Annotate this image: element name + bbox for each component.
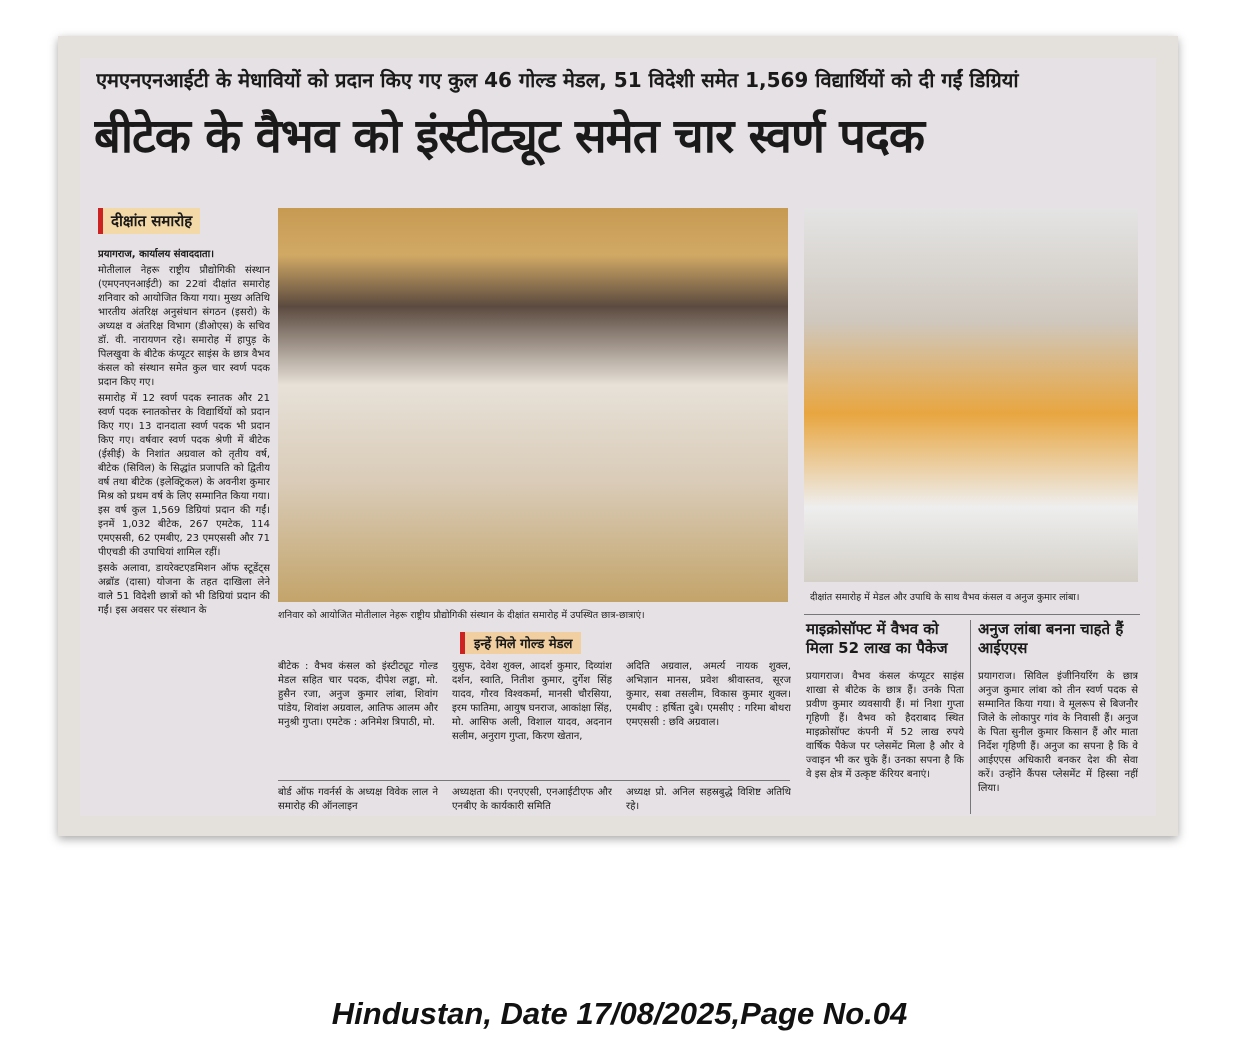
section-tag: दीक्षांत समारोह [98, 208, 200, 234]
divider [970, 620, 971, 814]
side-story-2-body: प्रयागराज। सिविल इंजीनियरिंग के छात्र अनुज कुमार लांबा को तीन स्वर्ण पदक से सम्मानित किया गया। वे मूलरूप से बिजनौर जिले के लोकापुर गांव के निवासी हैं। अनुज के पिता सुनील कुमार किसान हैं और माता निर्देश गृहिणी हैं। अनुज का सपना है कि वे आईएएस अधिकारी बनकर देश की सेवा करें। उन्होंने कैंपस प्लेसमेंट में हिस्सा नहीं लिया। [978, 671, 1138, 794]
convocation-crowd-photo [278, 208, 788, 602]
divider [278, 780, 790, 781]
photo1-caption: शनिवार को आयोजित मोतीलाल नेहरू राष्ट्रीय प्रौद्योगिकी संस्थान के दीक्षांत समारोह में उपस्थित छात्र-छात्राएं। [278, 610, 645, 621]
bottom-column-3: अध्यक्ष प्रो. अनिल सहस्रबुद्धे विशिष्ट अतिथि रहे। [626, 787, 791, 812]
byline: प्रयागराज, कार्यालय संवाददाता। [98, 249, 215, 260]
paragraph: इसके अलावा, डायरेक्टएडमिशन ऑफ स्टूडेंट्स अब्रॉड (दासा) योजना के तहत दाखिला लेने वाले 51 विदेशी छात्रों को भी डिग्रियां प्रदान की गईं। इस अवसर पर संस्थान के [98, 563, 270, 616]
gold-medal-tag: इन्हें मिले गोल्ड मेडल [460, 632, 581, 654]
clipping-frame [58, 36, 1178, 836]
paragraph: समारोह में 12 स्वर्ण पदक स्नातक और 21 स्वर्ण पदक स्नातकोत्तर के विद्यार्थियों को प्रदान किए गए। 13 दानदाता स्वर्ण पदक भी प्रदान किए गए। वर्षवार स्वर्ण पदक श्रेणी में बीटेक (ईसीई) के निशांत अग्रवाल को तृतीय वर्ष, बीटेक (सिविल) के सिद्धांत प्रजापति को द्वितीय वर्ष तथा बीटेक (इलेक्ट्रिकल) के अवनीश कुमार मिश्र को प्रथम वर्ष के लिए सम्मानित किया गया। इस वर्ष कुल 1,569 डिग्रियां प्रदान की गईं। इनमें 1,032 बीटेक, 267 एमटेक, 114 एमएससी, 62 एमबीए, 23 एमएससी और 71 पीएचडी की उपाधियां शामिल रहीं। [98, 393, 270, 558]
source-citation: Hindustan, Date 17/08/2025,Page No.04 [331, 996, 908, 1031]
newspaper-clipping [80, 58, 1156, 816]
kicker-line: एमएनएनआईटी के मेधावियों को प्रदान किए गए कुल 46 गोल्ड मेडल, 51 विदेशी समेत 1,569 विद्यार्थियों को दी गईं डिग्रियां [96, 68, 1019, 92]
gold-column-1: बीटेक : वैभव कंसल को इंस्टीट्यूट गोल्ड मेडल सहित चार पदक, दीपेश लड्ढा, मो. हुसैन रजा, अनुज कुमार लांबा, शिवांग पांडेय, शिवांश अग्रवाल, आतिफ आलम और मनुश्री गुप्ता। एमटेक : अनिमेश त्रिपाठी, मो. [278, 661, 438, 728]
body-column-1 [98, 248, 270, 814]
divider [804, 614, 1140, 615]
medal-winners-photo [804, 208, 1138, 582]
bottom-column-2: अध्यक्षता की। एनएएसी, एनआईटीएफ और एनबीए के कार्यकारी समिति [452, 787, 612, 812]
paragraph: मोतीलाल नेहरू राष्ट्रीय प्रौद्योगिकी संस्थान (एमएनएनआईटी) का 22वां दीक्षांत समारोह शनिवार को आयोजित किया गया। मुख्य अतिथि भारतीय अंतरिक्ष अनुसंधान संगठन (इसरो) के अध्यक्ष व अंतरिक्ष विभाग (डीओएस) के सचिव डॉ. वी. नारायणन रहे। समारोह में हापुड़ के पिलखुवा के बीटेक कंप्यूटर साइंस के छात्र वैभव कंसल को संस्थान समेत कुल चार स्वर्ण पदक प्रदान किए गए। [98, 265, 270, 388]
bottom-column-1: बोर्ड ऑफ गवर्नर्स के अध्यक्ष विवेक लाल ने समारोह की ऑनलाइन [278, 787, 438, 812]
photo2-caption: दीक्षांत समारोह में मेडल और उपाधि के साथ वैभव कंसल व अनुज कुमार लांबा। [810, 592, 1080, 603]
side-story-1-body: प्रयागराज। वैभव कंसल कंप्यूटर साइंस शाखा से बीटेक के छात्र हैं। उनके पिता प्रवीण कुमार व्यवसायी हैं। मां निशा गुप्ता गृहिणी हैं। वैभव को हैदराबाद स्थित माइक्रोसॉफ्ट कंपनी में 52 लाख रुपये वार्षिक पैकेज पर प्लेसमेंट मिला है और वे ज्वाइन भी कर चुके हैं। उनका सपना है कि वे इस क्षेत्र में उत्कृष्ट कॅरियर बनाएं। [806, 671, 964, 780]
side-story-2-headline: अनुज लांबा बनना चाहते हैं आईएएस [978, 620, 1124, 657]
headline: बीटेक के वैभव को इंस्टीट्यूट समेत चार स्वर्ण पदक [94, 109, 925, 164]
gold-column-3: अदिति अग्रवाल, अमर्त्य नायक शुक्ल, अभिज्ञान मानस, प्रवेश श्रीवास्तव, सूरज कुमार, सबा तसलीम, विकास कुमार शुक्ल। एमबीए : हर्षिता दुबे। एमसीए : गरिमा बोथरा एमएससी : छवि अग्रवाल। [626, 661, 791, 728]
gold-column-2: युसुफ, देवेश शुक्ल, आदर्श कुमार, दिव्यांश दर्शन, स्वाति, नितीश कुमार, दुर्गेश सिंह यादव, गौरव विश्वकर्मा, मानसी चौरसिया, इरम फातिमा, आयुष घनराज, आकांक्षा सिंह, मो. आसिफ अली, विशाल यादव, अदनान सलीम, अनुराग गुप्ता, किरण खेतान, [452, 661, 612, 742]
side-story-1-headline: माइक्रोसॉफ्ट में वैभव को मिला 52 लाख का पैकेज [806, 620, 948, 657]
